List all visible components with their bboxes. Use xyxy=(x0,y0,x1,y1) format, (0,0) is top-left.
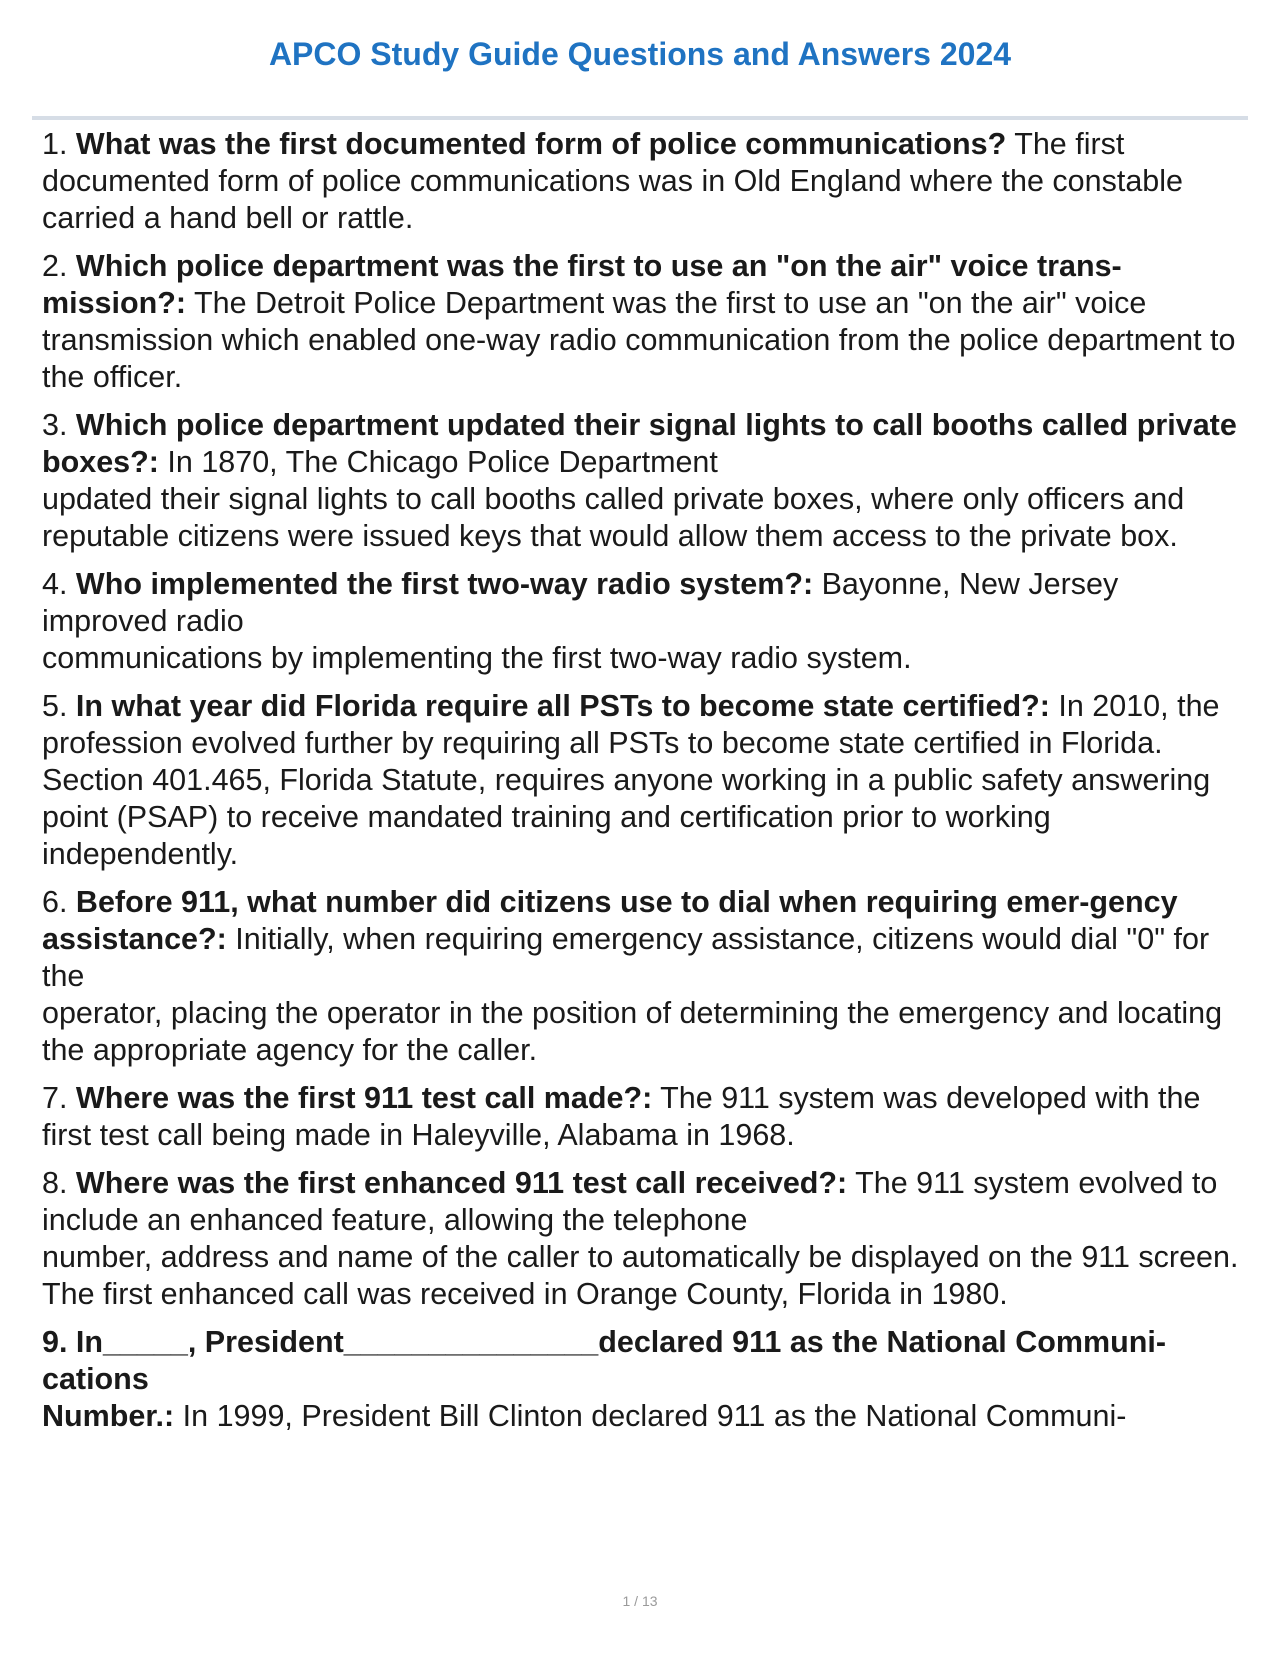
question-number: 2. xyxy=(42,249,76,283)
answer-text: The 911 system evolved to include an enhanced feature, allowing the telephone number, address and name of the caller to automatically be displayed on the 911 screen. The first enhanced call was received in Orange County, Florida in 1980. xyxy=(42,1166,1239,1311)
qa-item-3 xyxy=(42,407,1246,555)
question-text: Where was the first 911 test call made?: xyxy=(75,1081,653,1115)
qa-item-9 xyxy=(42,1324,1246,1435)
question-number: 5. xyxy=(42,689,76,723)
question-text: Before 911, what number did citizens use to dial when requiring emer-gency assistance?: xyxy=(42,885,1178,956)
qa-item-8 xyxy=(42,1165,1246,1313)
answer-text: In 2010, the profession evolved further by requiring all PSTs to become state certified in Florida. Section 401.465, Florida Statute, requires anyone working in a public safety answering point (PSAP) to receive mandated training and certification prior to working independently. xyxy=(42,689,1220,871)
question-number: 3. xyxy=(42,408,76,442)
question-text: Which police department was the first to use an "on the air" voice trans-mission?: xyxy=(42,249,1122,320)
qa-item-6 xyxy=(42,884,1246,1069)
qa-item-1 xyxy=(42,126,1246,237)
answer-text: Initially, when requiring emergency assistance, citizens would dial "0" for the operator, placing the operator in the position of determining the emergency and locating the appropriate agency for the caller. xyxy=(42,922,1223,1067)
question-number: 7. xyxy=(42,1081,76,1115)
page-title: APCO Study Guide Questions and Answers 2024 xyxy=(268,36,1012,72)
question-number: 4. xyxy=(42,567,76,601)
question-text: Who implemented the first two-way radio system?: xyxy=(75,567,814,601)
answer-text: In 1870, The Chicago Police Department updated their signal lights to call booths called private boxes, where only officers and reputable citizens were issued keys that would allow them access to the private box. xyxy=(42,445,1185,553)
question-text: Which police department updated their signal lights to call booths called private boxes?: xyxy=(42,408,1237,479)
question-text: In what year did Florida require all PSTs to become state certified?: xyxy=(75,689,1050,723)
answer-text: The first documented form of police communications was in Old England where the constable carried a hand bell or rattle. xyxy=(42,127,1183,235)
question-text: In_____, President_______________declared 911 as the National Communi-cations Number.: xyxy=(42,1325,1167,1433)
question-number: 8. xyxy=(42,1166,76,1200)
qa-item-2 xyxy=(42,248,1246,396)
question-list xyxy=(42,126,1246,1446)
question-text: Where was the first enhanced 911 test call received?: xyxy=(75,1166,848,1200)
page-number: 1 / 13 xyxy=(622,1593,658,1609)
answer-text: The Detroit Police Department was the first to use an "on the air" voice transmission which enabled one-way radio communication from the police department to the officer. xyxy=(42,286,1236,394)
question-text: What was the first documented form of police communications? xyxy=(75,127,1007,161)
answer-text: The 911 system was developed with the first test call being made in Haleyville, Alabama in 1968. xyxy=(42,1081,1201,1152)
answer-text: Bayonne, New Jersey improved radio communications by implementing the first two-way radio system. xyxy=(42,567,1119,675)
title-divider xyxy=(32,116,1248,120)
question-number: 9. xyxy=(42,1325,76,1359)
qa-item-7 xyxy=(42,1080,1246,1154)
qa-item-5 xyxy=(42,688,1246,873)
qa-item-4 xyxy=(42,566,1246,677)
question-number: 1. xyxy=(42,127,76,161)
answer-text: In 1999, President Bill Clinton declared 911 as the National Communi- xyxy=(174,1399,1127,1433)
question-number: 6. xyxy=(42,885,76,919)
